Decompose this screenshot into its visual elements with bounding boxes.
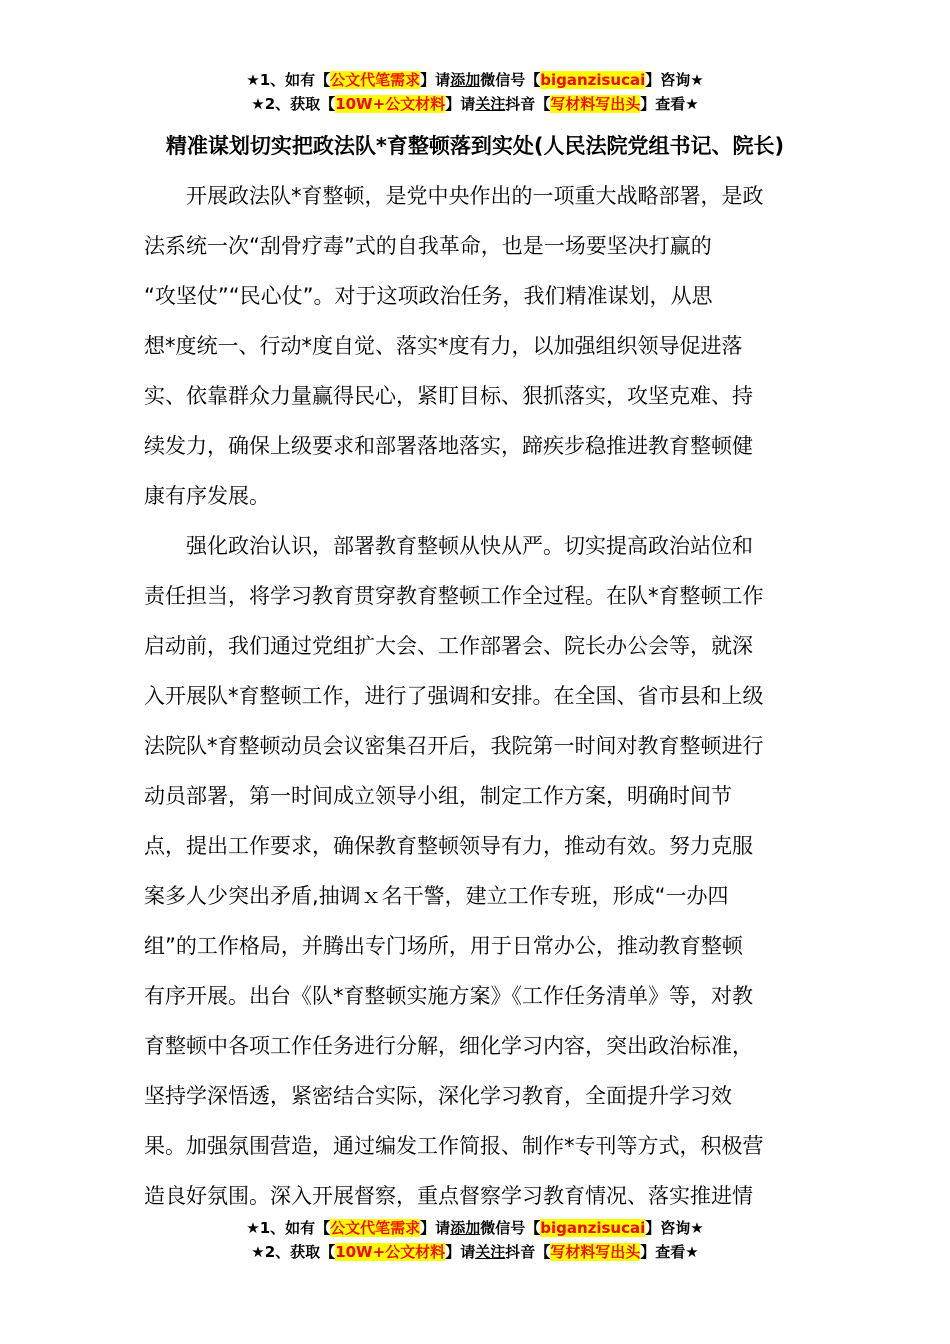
body-line: 案多人少突出矛盾,抽调ｘ名干警，建立工作专班，形成“一办四 (144, 884, 729, 908)
promo-text: 微信号【 (480, 71, 541, 89)
body-line: 法系统一次“刮骨疗毒”式的自我革命，也是一场要坚决打赢的 (144, 234, 712, 258)
promo-highlight: 10W+公文材料 (335, 95, 446, 113)
body-line: “攻坚仗”“民心仗”。对于这项政治任务，我们精准谋划，从思 (144, 284, 713, 308)
document-title: 精准谋划切实把政法队*育整顿落到实处(人民法院党组书记、院长) (165, 134, 785, 158)
promo-line-1 (0, 68, 950, 92)
body-line: 入开展队*育整顿工作，进行了强调和安排。在全国、省市县和上级 (144, 684, 764, 708)
promo-text: 】咨询★ (645, 71, 704, 89)
promo-text: ★2、获取【 (251, 1243, 336, 1261)
promo-text: 】查看★ (640, 1243, 699, 1261)
promo-text: 微信号【 (480, 1219, 541, 1237)
promo-underlined: 添加 (450, 71, 481, 89)
footer-promo-banner (0, 1216, 950, 1264)
body-line: 续发力，确保上级要求和部署落地落实，蹄疾步稳推进教育整顿健 (144, 434, 753, 458)
promo-text: 】查看★ (640, 95, 699, 113)
promo-text: 】咨询★ (645, 1219, 704, 1237)
header-promo-banner (0, 68, 950, 116)
promo-highlight: biganzisucai (540, 1219, 646, 1237)
body-line: 果。加强氛围营造，通过编发工作简报、制作*专刊等方式，积极营 (144, 1134, 764, 1158)
promo-text: 】请 (420, 1219, 451, 1237)
body-line: 育整顿中各项工作任务进行分解，细化学习内容，突出政治标准， (144, 1034, 753, 1058)
promo-text: ★1、如有【 (246, 71, 331, 89)
promo-highlight: 写材料写出头 (550, 95, 641, 113)
body-line: 造良好氛围。深入开展督察，重点督察学习教育情况、落实推进情 (144, 1184, 753, 1208)
promo-highlight: 公文代笔需求 (330, 1219, 421, 1237)
body-line: 坚持学深悟透，紧密结合实际，深化学习教育，全面提升学习效 (144, 1084, 732, 1108)
body-line: 开展政法队*育整顿，是党中央作出的一项重大战略部署，是政 (186, 184, 764, 208)
body-line: 点，提出工作要求，确保教育整顿领导有力，推动有效。努力克服 (144, 834, 753, 858)
promo-highlight: 公文代笔需求 (330, 71, 421, 89)
body-line: 组”的工作格局，并腾出专门场所，用于日常办公，推动教育整顿 (144, 934, 743, 958)
body-line: 法院队*育整顿动员会议密集召开后，我院第一时间对教育整顿进行 (144, 734, 764, 758)
promo-underlined: 关注 (475, 1243, 506, 1261)
promo-text: 】请 (445, 1243, 476, 1261)
promo-highlight: biganzisucai (540, 71, 646, 89)
body-line: 实、依靠群众力量赢得民心，紧盯目标、狠抓落实，攻坚克难、持 (144, 384, 753, 408)
promo-highlight: 写材料写出头 (550, 1243, 641, 1261)
promo-text: 】请 (420, 71, 451, 89)
body-line: 强化政治认识，部署教育整顿从快从严。切实提高政治站位和 (186, 534, 753, 558)
promo-text: 抖音【 (505, 95, 551, 113)
promo-text: 】请 (445, 95, 476, 113)
body-line: 责任担当，将学习教育贯穿教育整顿工作全过程。在队*育整顿工作 (144, 584, 764, 608)
document-body (144, 171, 806, 1221)
promo-line-1 (0, 1216, 950, 1240)
promo-line-2 (0, 92, 950, 116)
body-line: 有序开展。出台《队*育整顿实施方案》《工作任务清单》等，对教 (144, 984, 753, 1008)
promo-text: ★2、获取【 (251, 95, 336, 113)
body-line: 康有序发展。 (144, 484, 270, 508)
promo-line-2 (0, 1240, 950, 1264)
promo-underlined: 添加 (450, 1219, 481, 1237)
promo-highlight: 10W+公文材料 (335, 1243, 446, 1261)
body-line: 动员部署，第一时间成立领导小组，制定工作方案，明确时间节 (144, 784, 732, 808)
body-line: 想*度统一、行动*度自觉、落实*度有力，以加强组织领导促进落 (144, 334, 743, 358)
promo-text: 抖音【 (505, 1243, 551, 1261)
promo-text: ★1、如有【 (246, 1219, 331, 1237)
body-line: 启动前，我们通过党组扩大会、工作部署会、院长办公会等，就深 (144, 634, 753, 658)
promo-underlined: 关注 (475, 95, 506, 113)
